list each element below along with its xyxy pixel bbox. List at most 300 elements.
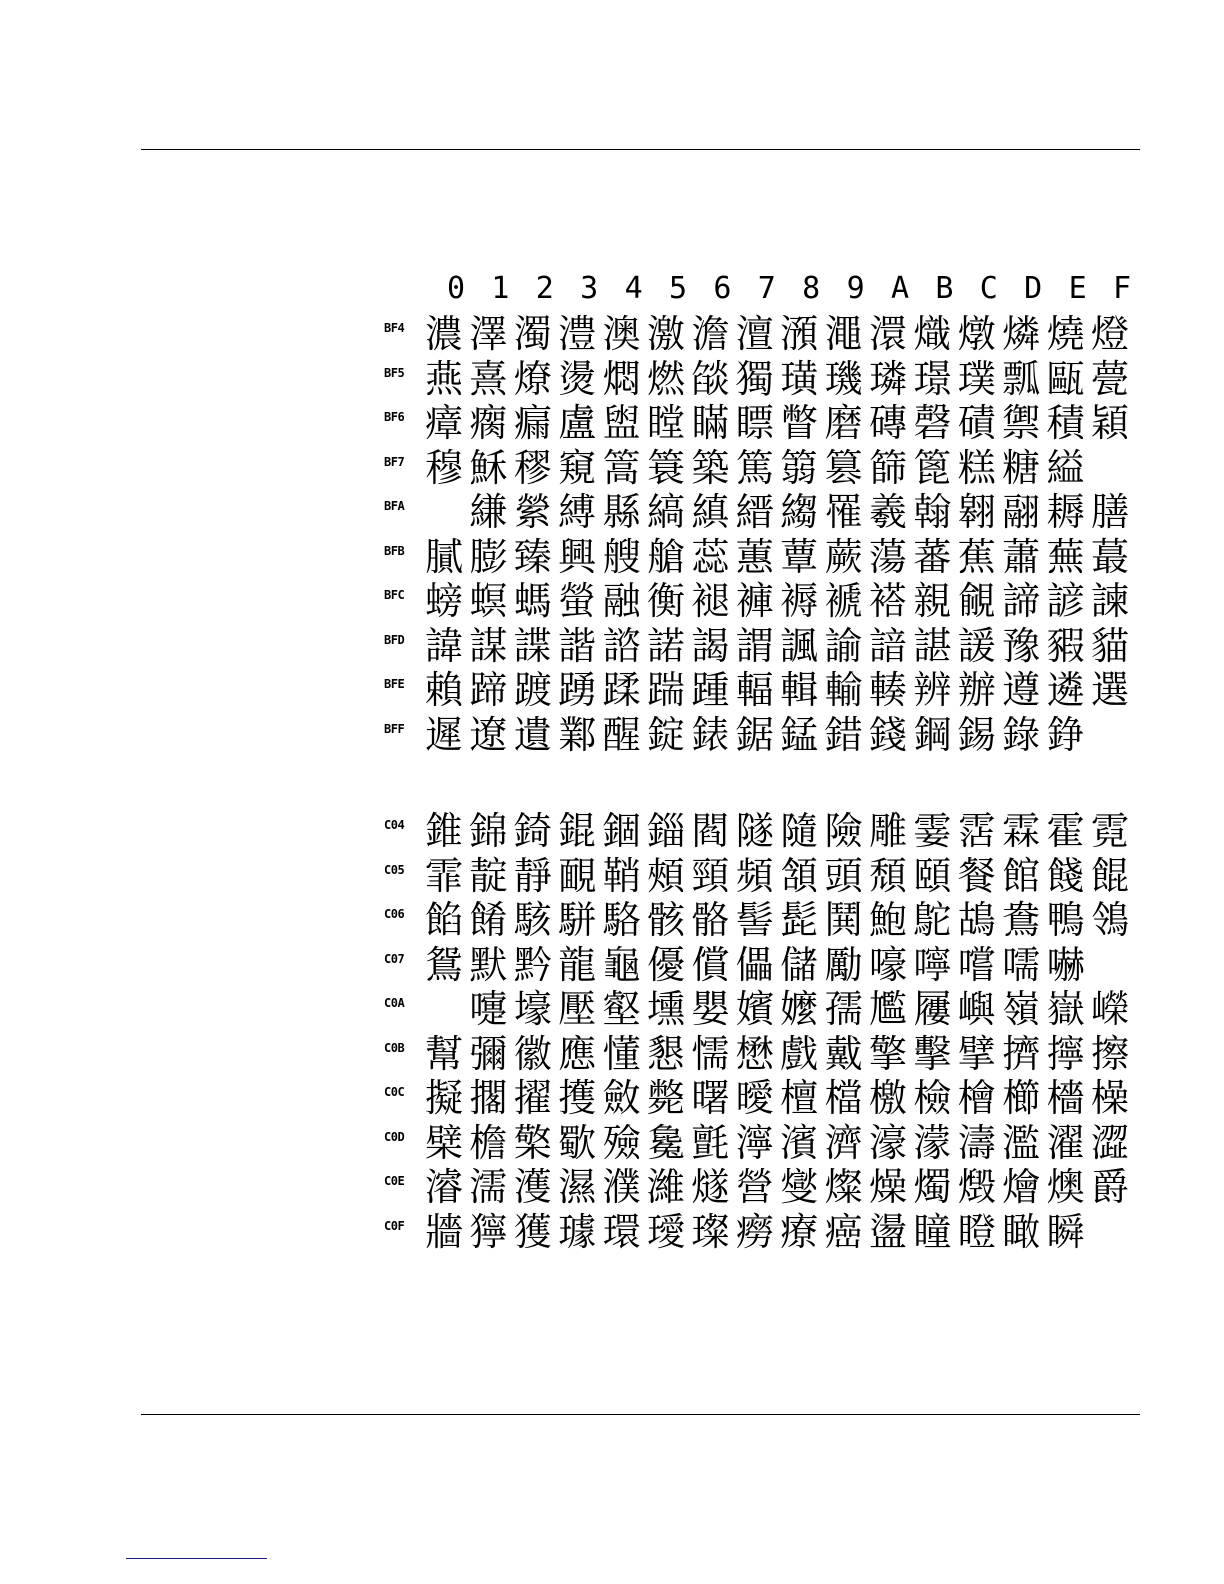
character-glyph: 璘 (868, 356, 907, 401)
character-glyph: 檣 (1046, 1076, 1085, 1120)
column-header: D (1024, 271, 1043, 306)
character-glyph: 餐 (957, 853, 996, 898)
character-glyph: 蕨 (824, 534, 863, 579)
character-glyph: 遼 (469, 712, 508, 757)
character-glyph: 甌 (1046, 356, 1085, 401)
character-glyph: 辦 (957, 668, 996, 712)
code-row (384, 490, 1140, 535)
character-glyph: 鋸 (735, 712, 774, 757)
character-glyph: 檄 (868, 1076, 907, 1120)
character-glyph: 戴 (824, 1031, 863, 1076)
character-glyph: 熹 (469, 356, 508, 401)
character-glyph: 頸 (691, 853, 730, 898)
character-glyph: 鞘 (602, 853, 641, 898)
row-code-label: C0D (384, 1129, 405, 1144)
row-code-label: BFA (384, 499, 405, 513)
character-glyph: 激 (646, 312, 685, 356)
character-glyph: 霎 (913, 809, 952, 853)
character-glyph: 霓 (1090, 809, 1129, 853)
character-glyph: 諳 (868, 623, 907, 668)
character-glyph: 耨 (1046, 490, 1085, 534)
character-glyph: 穋 (513, 445, 552, 490)
character-glyph: 蹂 (602, 668, 641, 712)
character-glyph: 尷 (868, 987, 907, 1031)
character-glyph: 膳 (1090, 490, 1129, 534)
character-glyph: 嶸 (1090, 987, 1129, 1031)
character-glyph: 縊 (1046, 445, 1085, 490)
character-glyph: 壕 (513, 987, 552, 1031)
character-glyph: 璨 (691, 1209, 730, 1254)
character-glyph: 諶 (913, 623, 952, 668)
character-glyph: 糖 (1002, 445, 1041, 490)
character-glyph: 毚 (646, 1120, 685, 1165)
character-glyph: 熾 (913, 312, 952, 356)
character-glyph: 蕊 (691, 534, 730, 579)
character-glyph: 儡 (735, 942, 774, 987)
row-code-label: C04 (384, 818, 405, 832)
character-glyph: 濕 (558, 1165, 597, 1209)
character-glyph: 錫 (957, 712, 996, 757)
character-glyph: 醒 (602, 712, 641, 757)
character-glyph: 瘸 (469, 401, 508, 445)
character-glyph: 餞 (1046, 853, 1085, 898)
code-row (384, 401, 1140, 446)
character-glyph: 嚇 (1046, 942, 1085, 987)
character-glyph: 縣 (602, 490, 641, 534)
code-row (384, 535, 1140, 580)
character-glyph: 磚 (868, 401, 907, 445)
column-header: F (1112, 271, 1132, 306)
character-glyph: 謁 (691, 623, 730, 668)
character-glyph: 璦 (646, 1209, 685, 1254)
character-glyph: 謀 (469, 623, 508, 668)
footer-link-underline (126, 1558, 267, 1559)
column-header: A (890, 271, 910, 306)
character-glyph: 雕 (868, 809, 907, 853)
character-glyph: 鮑 (868, 898, 907, 942)
character-glyph: 靦 (558, 853, 597, 898)
character-glyph: 擬 (424, 1076, 463, 1120)
character-glyph: 鴒 (1090, 898, 1129, 942)
character-glyph: 頻 (735, 853, 774, 898)
character-glyph: 曖 (735, 1076, 774, 1120)
code-row (384, 1210, 1140, 1255)
character-glyph: 濁 (513, 312, 552, 356)
character-glyph: 壑 (602, 987, 641, 1031)
character-glyph: 翮 (1002, 490, 1041, 534)
character-glyph: 瓢 (1002, 356, 1041, 401)
character-glyph: 濫 (1002, 1120, 1041, 1165)
character-glyph: 輻 (735, 668, 774, 712)
top-rule (141, 149, 1140, 150)
character-glyph: 燧 (691, 1165, 730, 1209)
character-glyph: 燠 (1046, 1165, 1085, 1209)
character-glyph: 錄 (1002, 712, 1041, 757)
character-glyph: 靛 (469, 853, 508, 898)
character-glyph: 錐 (424, 809, 463, 853)
character-glyph: 澴 (868, 312, 907, 356)
character-glyph: 褪 (691, 579, 730, 623)
row-code-label: C0F (384, 1218, 405, 1233)
character-glyph: 頰 (646, 853, 685, 898)
character-glyph: 輯 (780, 668, 819, 712)
character-glyph: 篡 (824, 445, 863, 490)
character-glyph: 黔 (513, 942, 552, 987)
character-glyph: 螟 (469, 579, 508, 623)
character-glyph: 幫 (424, 1031, 463, 1076)
character-glyph: 骸 (646, 898, 685, 942)
code-row (384, 943, 1140, 988)
character-glyph: 諷 (780, 623, 819, 668)
character-glyph: 斂 (602, 1076, 641, 1120)
character-glyph: 燎 (513, 356, 552, 401)
character-glyph: 蕈 (780, 534, 819, 579)
character-glyph: 燭 (913, 1165, 952, 1209)
character-glyph: 檗 (424, 1120, 463, 1165)
character-glyph: 縝 (691, 490, 730, 534)
character-glyph: 磨 (824, 401, 863, 445)
character-glyph: 擠 (1002, 1031, 1041, 1076)
code-row (384, 1076, 1140, 1121)
character-glyph: 瞳 (913, 1209, 952, 1254)
character-glyph: 鄴 (558, 712, 597, 757)
character-glyph: 蕃 (913, 534, 952, 579)
character-glyph: 霍 (1046, 809, 1085, 853)
code-row (384, 713, 1140, 758)
character-glyph: 擘 (957, 1031, 996, 1076)
character-glyph: 濩 (513, 1165, 552, 1209)
character-glyph: 璣 (824, 356, 863, 401)
row-code-label: C05 (384, 862, 405, 877)
character-glyph: 縑 (469, 490, 508, 534)
character-glyph: 璜 (780, 356, 819, 401)
character-glyph: 螢 (558, 579, 597, 623)
character-glyph: 屨 (913, 987, 952, 1031)
character-glyph: 錢 (868, 712, 907, 757)
code-block-c0 (384, 809, 1140, 1254)
character-glyph: 錦 (469, 809, 508, 853)
character-glyph: 辨 (913, 668, 952, 712)
character-glyph: 罹 (824, 490, 863, 534)
character-glyph: 蕭 (1002, 534, 1041, 579)
character-glyph: 燉 (957, 312, 996, 356)
character-glyph: 骼 (691, 898, 730, 942)
character-glyph: 澧 (558, 312, 597, 356)
character-glyph: 擦 (1090, 1031, 1129, 1076)
character-glyph: 檐 (469, 1120, 508, 1165)
bottom-rule (141, 1414, 1140, 1415)
character-glyph: 褫 (824, 579, 863, 623)
character-glyph: 懇 (646, 1031, 685, 1076)
character-glyph: 擱 (469, 1076, 508, 1120)
character-glyph: 糕 (957, 445, 996, 490)
character-glyph: 褲 (735, 579, 774, 623)
character-glyph: 艙 (646, 534, 685, 579)
row-code-label: BFD (384, 632, 405, 647)
character-glyph: 擭 (558, 1076, 597, 1120)
character-glyph: 嶺 (1002, 987, 1041, 1031)
character-glyph: 療 (780, 1209, 819, 1254)
character-glyph: 嶽 (1046, 987, 1085, 1031)
row-code-label: C0E (384, 1174, 405, 1188)
character-glyph: 嚐 (957, 942, 996, 987)
code-row (384, 1121, 1140, 1166)
row-code-label: BFB (384, 543, 405, 558)
character-glyph: 鋼 (913, 712, 952, 757)
character-glyph: 艘 (602, 534, 641, 579)
character-glyph: 默 (469, 942, 508, 987)
character-glyph: 蕉 (957, 534, 996, 579)
code-block-bf (384, 312, 1140, 757)
character-glyph: 縐 (780, 490, 819, 534)
code-row (384, 668, 1140, 713)
character-glyph: 磬 (913, 401, 952, 445)
character-glyph: 檀 (780, 1076, 819, 1120)
character-glyph: 擊 (913, 1031, 952, 1076)
character-glyph: 嬰 (691, 987, 730, 1031)
character-glyph: 癆 (735, 1209, 774, 1254)
character-glyph: 優 (646, 942, 685, 987)
character-glyph: 瞞 (691, 401, 730, 445)
row-code-label: BFC (384, 588, 405, 602)
character-glyph: 諭 (824, 623, 863, 668)
character-glyph: 餡 (424, 898, 463, 942)
character-glyph: 濮 (602, 1165, 641, 1209)
code-row (384, 446, 1140, 491)
character-glyph: 駱 (602, 898, 641, 942)
character-glyph: 獰 (469, 1209, 508, 1254)
character-glyph: 築 (691, 445, 730, 490)
character-glyph: 隧 (735, 809, 774, 853)
character-glyph: 澶 (735, 312, 774, 356)
character-glyph: 燮 (780, 1165, 819, 1209)
character-glyph: 遲 (424, 712, 463, 757)
character-glyph: 羲 (868, 490, 907, 534)
character-glyph: 窺 (558, 445, 597, 490)
character-glyph: 頹 (868, 853, 907, 898)
character-glyph: 檠 (513, 1120, 552, 1165)
character-glyph: 錶 (691, 712, 730, 757)
character-glyph: 盧 (558, 401, 597, 445)
character-glyph: 興 (558, 534, 597, 579)
row-code-label: C0C (384, 1085, 405, 1099)
character-glyph: 篤 (735, 445, 774, 490)
character-glyph: 蕪 (1046, 534, 1085, 579)
character-glyph: 濤 (957, 1120, 996, 1165)
character-glyph: 錳 (780, 712, 819, 757)
character-glyph: 嚅 (1002, 942, 1041, 987)
character-glyph: 諧 (558, 623, 597, 668)
character-glyph: 甍 (1090, 356, 1129, 401)
character-glyph: 懦 (691, 1031, 730, 1076)
code-row (384, 898, 1140, 943)
character-glyph: 翰 (913, 490, 952, 534)
character-glyph: 瞟 (735, 401, 774, 445)
character-glyph: 環 (602, 1209, 641, 1254)
character-glyph: 鴣 (957, 898, 996, 942)
character-glyph: 懂 (602, 1031, 641, 1076)
character-glyph: 徽 (513, 1031, 552, 1076)
character-glyph: 禦 (1002, 401, 1041, 445)
character-glyph: 孺 (824, 987, 863, 1031)
character-glyph: 謂 (735, 623, 774, 668)
character-glyph: 篦 (913, 445, 952, 490)
character-glyph: 霏 (424, 853, 463, 898)
character-glyph: 瘴 (424, 401, 463, 445)
character-glyph: 燥 (868, 1165, 907, 1209)
code-row (384, 987, 1140, 1032)
character-glyph: 瞥 (780, 401, 819, 445)
character-glyph: 踴 (558, 668, 597, 712)
character-glyph: 璞 (957, 356, 996, 401)
character-glyph: 償 (691, 942, 730, 987)
character-glyph: 龍 (558, 942, 597, 987)
character-glyph: 穆 (424, 445, 463, 490)
character-glyph: 篩 (868, 445, 907, 490)
character-glyph: 蕞 (1090, 534, 1129, 579)
character-glyph: 濰 (646, 1165, 685, 1209)
character-glyph: 磧 (957, 401, 996, 445)
column-header: 5 (668, 271, 688, 306)
character-glyph: 輸 (824, 668, 863, 712)
character-glyph: 爵 (1090, 1165, 1129, 1209)
column-header: B (935, 271, 954, 306)
character-glyph: 錡 (513, 809, 552, 853)
character-glyph: 髻 (735, 898, 774, 942)
character-glyph: 燬 (957, 1165, 996, 1209)
character-glyph: 壎 (646, 987, 685, 1031)
character-glyph: 澦 (780, 312, 819, 356)
character-glyph: 勵 (824, 942, 863, 987)
character-glyph: 儲 (780, 942, 819, 987)
character-glyph: 瘺 (513, 401, 552, 445)
character-glyph: 嚎 (868, 942, 907, 987)
character-glyph: 踱 (513, 668, 552, 712)
character-glyph: 簑 (646, 445, 685, 490)
character-glyph: 擎 (868, 1031, 907, 1076)
character-glyph: 癌 (824, 1209, 863, 1254)
character-glyph: 檜 (957, 1076, 996, 1120)
character-glyph: 諮 (602, 623, 641, 668)
code-row (384, 312, 1140, 357)
character-glyph: 壓 (558, 987, 597, 1031)
column-header: 1 (491, 271, 510, 306)
character-glyph: 穎 (1090, 401, 1129, 445)
character-glyph: 歜 (558, 1120, 597, 1165)
character-glyph: 濬 (424, 1165, 463, 1209)
character-glyph: 頤 (913, 853, 952, 898)
character-glyph: 諼 (957, 623, 996, 668)
row-code-label: C0A (384, 996, 405, 1010)
character-glyph: 氈 (691, 1120, 730, 1165)
row-code-label: BFF (384, 721, 405, 736)
character-glyph: 諱 (424, 623, 463, 668)
character-glyph: 盥 (602, 401, 641, 445)
character-glyph: 縉 (735, 490, 774, 534)
character-glyph: 檢 (913, 1076, 952, 1120)
column-header: E (1068, 271, 1087, 306)
character-glyph: 遺 (513, 712, 552, 757)
character-glyph: 頭 (824, 853, 863, 898)
row-code-label: C0B (384, 1040, 405, 1055)
character-glyph: 踹 (646, 668, 685, 712)
character-glyph: 應 (558, 1031, 597, 1076)
character-glyph: 褥 (780, 579, 819, 623)
character-glyph: 燴 (1002, 1165, 1041, 1209)
character-glyph: 豭 (1046, 623, 1085, 668)
character-glyph: 融 (602, 579, 641, 623)
character-glyph: 螞 (513, 579, 552, 623)
row-code-label: C06 (384, 907, 405, 921)
character-glyph: 臻 (513, 534, 552, 579)
character-glyph: 燙 (558, 356, 597, 401)
character-glyph: 諺 (1046, 579, 1085, 623)
character-glyph: 燒 (1046, 312, 1085, 356)
character-glyph: 濯 (1046, 1120, 1085, 1165)
character-glyph: 嚏 (469, 987, 508, 1031)
character-glyph: 戲 (780, 1031, 819, 1076)
character-glyph: 蹄 (469, 668, 508, 712)
character-glyph: 錯 (824, 712, 863, 757)
column-header: 8 (802, 271, 821, 306)
column-header: 9 (846, 271, 865, 306)
column-header: 7 (757, 271, 776, 306)
character-glyph: 鴨 (1046, 898, 1085, 942)
character-glyph: 諾 (646, 623, 685, 668)
character-glyph: 橾 (1090, 1076, 1129, 1120)
code-row (384, 579, 1140, 624)
character-glyph: 膩 (424, 534, 463, 579)
character-glyph: 膨 (469, 534, 508, 579)
character-glyph: 險 (824, 809, 863, 853)
character-glyph: 錙 (646, 809, 685, 853)
column-header: 4 (624, 271, 643, 306)
character-glyph: 蕩 (868, 534, 907, 579)
character-glyph: 濘 (735, 1120, 774, 1165)
character-glyph: 錕 (558, 809, 597, 853)
character-glyph: 遵 (1002, 668, 1041, 712)
character-glyph: 賴 (424, 668, 463, 712)
character-glyph: 諦 (1002, 579, 1041, 623)
character-glyph: 選 (1090, 668, 1129, 712)
character-glyph: 嶼 (957, 987, 996, 1031)
code-row (384, 624, 1140, 669)
character-glyph: 頷 (780, 853, 819, 898)
character-glyph: 濠 (868, 1120, 907, 1165)
character-glyph: 蕙 (735, 534, 774, 579)
character-glyph: 燕 (424, 356, 463, 401)
character-glyph: 瞠 (646, 401, 685, 445)
character-glyph: 縈 (513, 490, 552, 534)
column-header: C (979, 271, 998, 306)
character-glyph: 鴕 (913, 898, 952, 942)
row-code-label: BF6 (384, 410, 405, 424)
character-glyph: 篛 (780, 445, 819, 490)
character-glyph: 懋 (735, 1031, 774, 1076)
character-glyph: 褡 (868, 579, 907, 623)
character-glyph: 嬤 (780, 987, 819, 1031)
character-glyph: 澳 (602, 312, 641, 356)
character-glyph: 館 (1002, 853, 1041, 898)
character-glyph: 璩 (558, 1209, 597, 1254)
character-glyph: 縛 (558, 490, 597, 534)
character-glyph: 閻 (691, 809, 730, 853)
character-glyph: 殮 (602, 1120, 641, 1165)
character-glyph: 燜 (602, 356, 641, 401)
character-glyph: 諫 (1090, 579, 1129, 623)
character-glyph: 擰 (1046, 1031, 1085, 1076)
character-glyph: 營 (735, 1165, 774, 1209)
